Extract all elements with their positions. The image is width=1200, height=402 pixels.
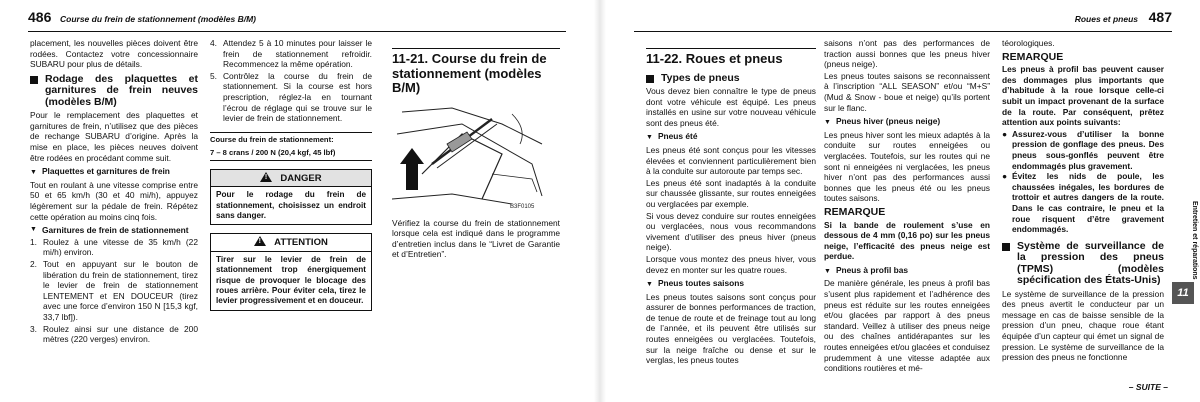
- ete-subheading: ▼ Pneus été: [646, 131, 698, 142]
- plaquettes-subheading: ▼ Plaquettes et garnitures de frein: [30, 166, 170, 177]
- remarque-text: Si la bande de roulement s’use en dessous de 4 mm (0,16 po) sur les pneus neige, l’efficacité des pneus neige est perdue.: [824, 219, 990, 262]
- ete-text-2: Les pneus été sont inadaptés à la conduite sur chaussée glissante, sur routes enneigées ou verglacées par exemple.: [646, 177, 816, 209]
- square-bullet-icon: [646, 75, 654, 83]
- hiver-text: Les pneus hiver sont les mieux adaptés à la conduite sur routes enneigées ou verglacées. Toutefois, sur les routes qui ne sont ni enneigées ni verglacées, les pneus hiver n’ont pas des performances aussi bonnes que les pneus été ou les pneus toutes saisons.: [824, 129, 990, 204]
- section-title-11-21: 11-21. Course du frein de stationnement (modèles B/M): [392, 48, 560, 96]
- bullet-dot-icon: ●: [1002, 171, 1008, 182]
- remarque-heading: REMARQUE: [1002, 50, 1064, 63]
- list-item: 1. Roulez à une vitesse de 35 km/h (22 mi/h) environ.: [30, 236, 198, 258]
- continued-marker: – SUITE –: [1128, 382, 1168, 392]
- triangle-down-icon: ▼: [646, 281, 653, 289]
- profil-bas-text: De manière générale, les pneus à profil bas s’usent plus rapidement et l’adhérence des pneus est réduite sur les routes enneigées et/ou glacées par rapport à des pneus standard. Veillez à utiliser des pneus neige ou des chaînes antidérapantes sur les routes enneigées et/ou glacées et conduisez prudemment à une vitesse adaptée aux conditions routières et mé-: [824, 278, 990, 374]
- side-tab-label: Entretien et réparations: [1191, 200, 1198, 280]
- parking-brake-illustration: [392, 104, 548, 212]
- list-item: 5. Contrôlez la course du frein de stationnement. Si la course est hors prescription, réglez-la en tournant l’écrou de réglage qui se trouve sur le levier de frein de stationnement.: [210, 70, 372, 124]
- toutes-saisons-subheading: ▼ Pneus toutes saisons: [646, 278, 745, 289]
- triangle-down-icon: ▼: [824, 119, 831, 127]
- rodage-text: Pour le remplacement des plaquettes et garnitures de frein, n’utilisez que des pièces de rechange SUBARU d’origine. Après la mise en place, les pièces neuves doivent être rodées en procédant comme suit.: [30, 110, 198, 163]
- triangle-down-icon: ▼: [646, 134, 653, 142]
- plaquettes-text: Tout en roulant à une vitesse comprise entre 50 et 65 km/h (30 et 40 mi/h), appuyez légèrement sur la pédale de frein. Répétez cette opération au moins cinq fois.: [30, 179, 198, 222]
- triangle-down-icon: ▼: [824, 267, 831, 275]
- list-item: 2. Tout en appuyant sur le bouton de libération du frein de stationnement, tirez le levier de frein de stationnement LENTEMENT et EN DOUCEUR (tirez avec une force d’environ 150 N [15,3 kgf, 33,7 lbf]).: [30, 259, 198, 322]
- figure-code: B3F0105: [510, 203, 535, 210]
- course-frein-text: Vérifiez la course du frein de stationnement lorsque cela est indiqué dans le programme d’entretien inclus dans le “Livret de Garantie et d’Entretien”.: [392, 217, 560, 260]
- danger-box: [210, 169, 372, 226]
- tpms-heading: Système de surveillance de la pression des pneus (TPMS) (modèles spécification des États-Unis): [1002, 241, 1164, 287]
- danger-label: DANGER: [280, 172, 322, 184]
- ms-text: Les pneus toutes saisons se reconnaissent à l’inscription “ALL SEASON” et/ou “M+S” (Mud & Snow - boue et neige) qu’ils portent sur le flanc.: [824, 70, 990, 113]
- rodage-steps-list: [30, 237, 198, 345]
- running-section-title: Roues et pneus: [1074, 14, 1138, 24]
- profil-bas-subheading: ▼ Pneus à profil bas: [824, 264, 909, 275]
- ete-text-1: Les pneus été sont conçus pour les vitesses élevées et conviennent particulièrement bien à la conduite sur autoroute par temps sec.: [646, 144, 816, 177]
- profil-bas-cont: téorologiques.: [1002, 38, 1055, 48]
- rodage-steps-list-cont: [210, 38, 372, 124]
- warning-triangle-icon: [254, 236, 266, 246]
- ete-text-4: Lorsque vous montez des pneus hiver, vous devez en monter sur les quatre roues.: [646, 253, 816, 275]
- left-col-1: [30, 38, 198, 346]
- page-number: 486: [28, 9, 52, 25]
- hiver-subheading: ▼ Pneus hiver (pneus neige): [824, 116, 941, 127]
- toutes-saisons-text: Les pneus toutes saisons sont conçus pour assurer de bonnes performances de traction, de tenue de route et de freinage tout au long de l’année, et ils peuvent être utilisés sur routes enneigées ou verglacées. Toutefois, sur la neige fraîche ou dense et sur le verglas, les pneus toutes: [646, 291, 816, 366]
- left-page: [0, 0, 594, 402]
- left-page-header: [28, 9, 566, 32]
- right-col-1: [646, 48, 816, 367]
- warning-triangle-icon: [260, 172, 272, 182]
- running-section-title: Course du frein de stationnement (modèles B/M): [60, 14, 256, 24]
- list-item: ● Assurez-vous d’utiliser la bonne pression de gonflage des pneus. Des pneus sous-gonflés peuvent être endommagés plus gravement.: [1002, 128, 1164, 171]
- remarque-heading: REMARQUE: [824, 205, 886, 218]
- danger-text: Pour le rodage du frein de stationnement, choisissez un endroit sans danger.: [216, 190, 366, 220]
- section-title-11-22: 11-22. Roues et pneus: [646, 48, 816, 67]
- types-heading: Types de pneus: [646, 73, 816, 85]
- attention-label: ATTENTION: [274, 237, 328, 249]
- square-bullet-icon: [1002, 243, 1010, 251]
- triangle-down-icon: ▼: [30, 226, 37, 234]
- page-gutter: [594, 0, 606, 402]
- garnitures-subheading: ▼ Garnitures de frein de stationnement: [30, 225, 189, 236]
- rodage-heading: Rodage des plaquettes et garnitures de frein neuves (modèles B/M): [30, 74, 198, 109]
- parking-brake-figure: [392, 104, 548, 212]
- right-page: [606, 0, 1200, 402]
- spec-label: Course du frein de stationnement:: [210, 134, 334, 144]
- list-item: ● Évitez les nids de poule, les chaussées inégales, les bordures de trottoir et autres dangers de la route. Dans le cas contraire, le pneu et la roue risquent d’être gravement endommagés.: [1002, 171, 1164, 235]
- left-col-3: [392, 48, 560, 261]
- types-text: Vous devez bien connaître le type de pneus dont votre véhicule est équipé. Les pneus installés en usine sur votre nouveau véhicule sont des pneus été.: [646, 86, 816, 128]
- intro-text: placement, les nouvelles pièces doivent être rodées. Contactez votre concessionnaire SUBARU pour plus de détails.: [30, 38, 198, 70]
- square-bullet-icon: [30, 76, 38, 84]
- attention-text: Tirer sur le levier de frein de stationnement trop énergiquement risque de provoquer le blocage des roues arrière. Pour éviter cela, tirez le levier progressivement et en douceur.: [216, 254, 366, 306]
- left-col-2: [210, 38, 372, 311]
- right-col-3: [1002, 38, 1164, 364]
- spec-value: 7 – 8 crans / 200 N (20,4 kgf, 45 lbf): [210, 147, 336, 157]
- triangle-down-icon: ▼: [30, 169, 37, 177]
- attention-box: [210, 233, 372, 310]
- spec-box: [210, 132, 372, 161]
- bullet-dot-icon: ●: [1002, 128, 1008, 139]
- ete-text-3: Si vous devez conduire sur routes enneigées ou verglacées, nous vous recommandons vivement d’utiliser des pneus hiver (pneus neige).: [646, 210, 816, 253]
- list-item: 3. Roulez ainsi sur une distance de 200 mètres (220 verges) environ.: [30, 323, 198, 345]
- toutes-saisons-cont: saisons n’ont pas des performances de traction aussi bonnes que les pneus hiver (pneus neige).: [824, 38, 990, 70]
- right-col-2: [824, 38, 990, 375]
- chapter-tab: 11: [1172, 282, 1194, 304]
- list-item: 4. Attendez 5 à 10 minutes pour laisser le frein de stationnement refroidir. Recommencez la même opération.: [210, 38, 372, 70]
- remarque-text: Les pneus à profil bas peuvent causer des dommages plus importants que d’habitude à la roue lorsque celle-ci subit un impact provenant de la surface de la route. Par conséquent, prêtez attention aux points suivants:: [1002, 64, 1164, 128]
- page-number: 487: [1148, 9, 1172, 25]
- tpms-text: Le système de surveillance de la pression des pneus avertit le conducteur par un message en cas de baisse sensible de la pression d’un pneu, chaque roue étant équipée d’un capteur qui émet un signal de pression. Le système de surveillance de la pression des pneus ne fonctionne: [1002, 288, 1164, 363]
- right-page-header: [634, 9, 1172, 32]
